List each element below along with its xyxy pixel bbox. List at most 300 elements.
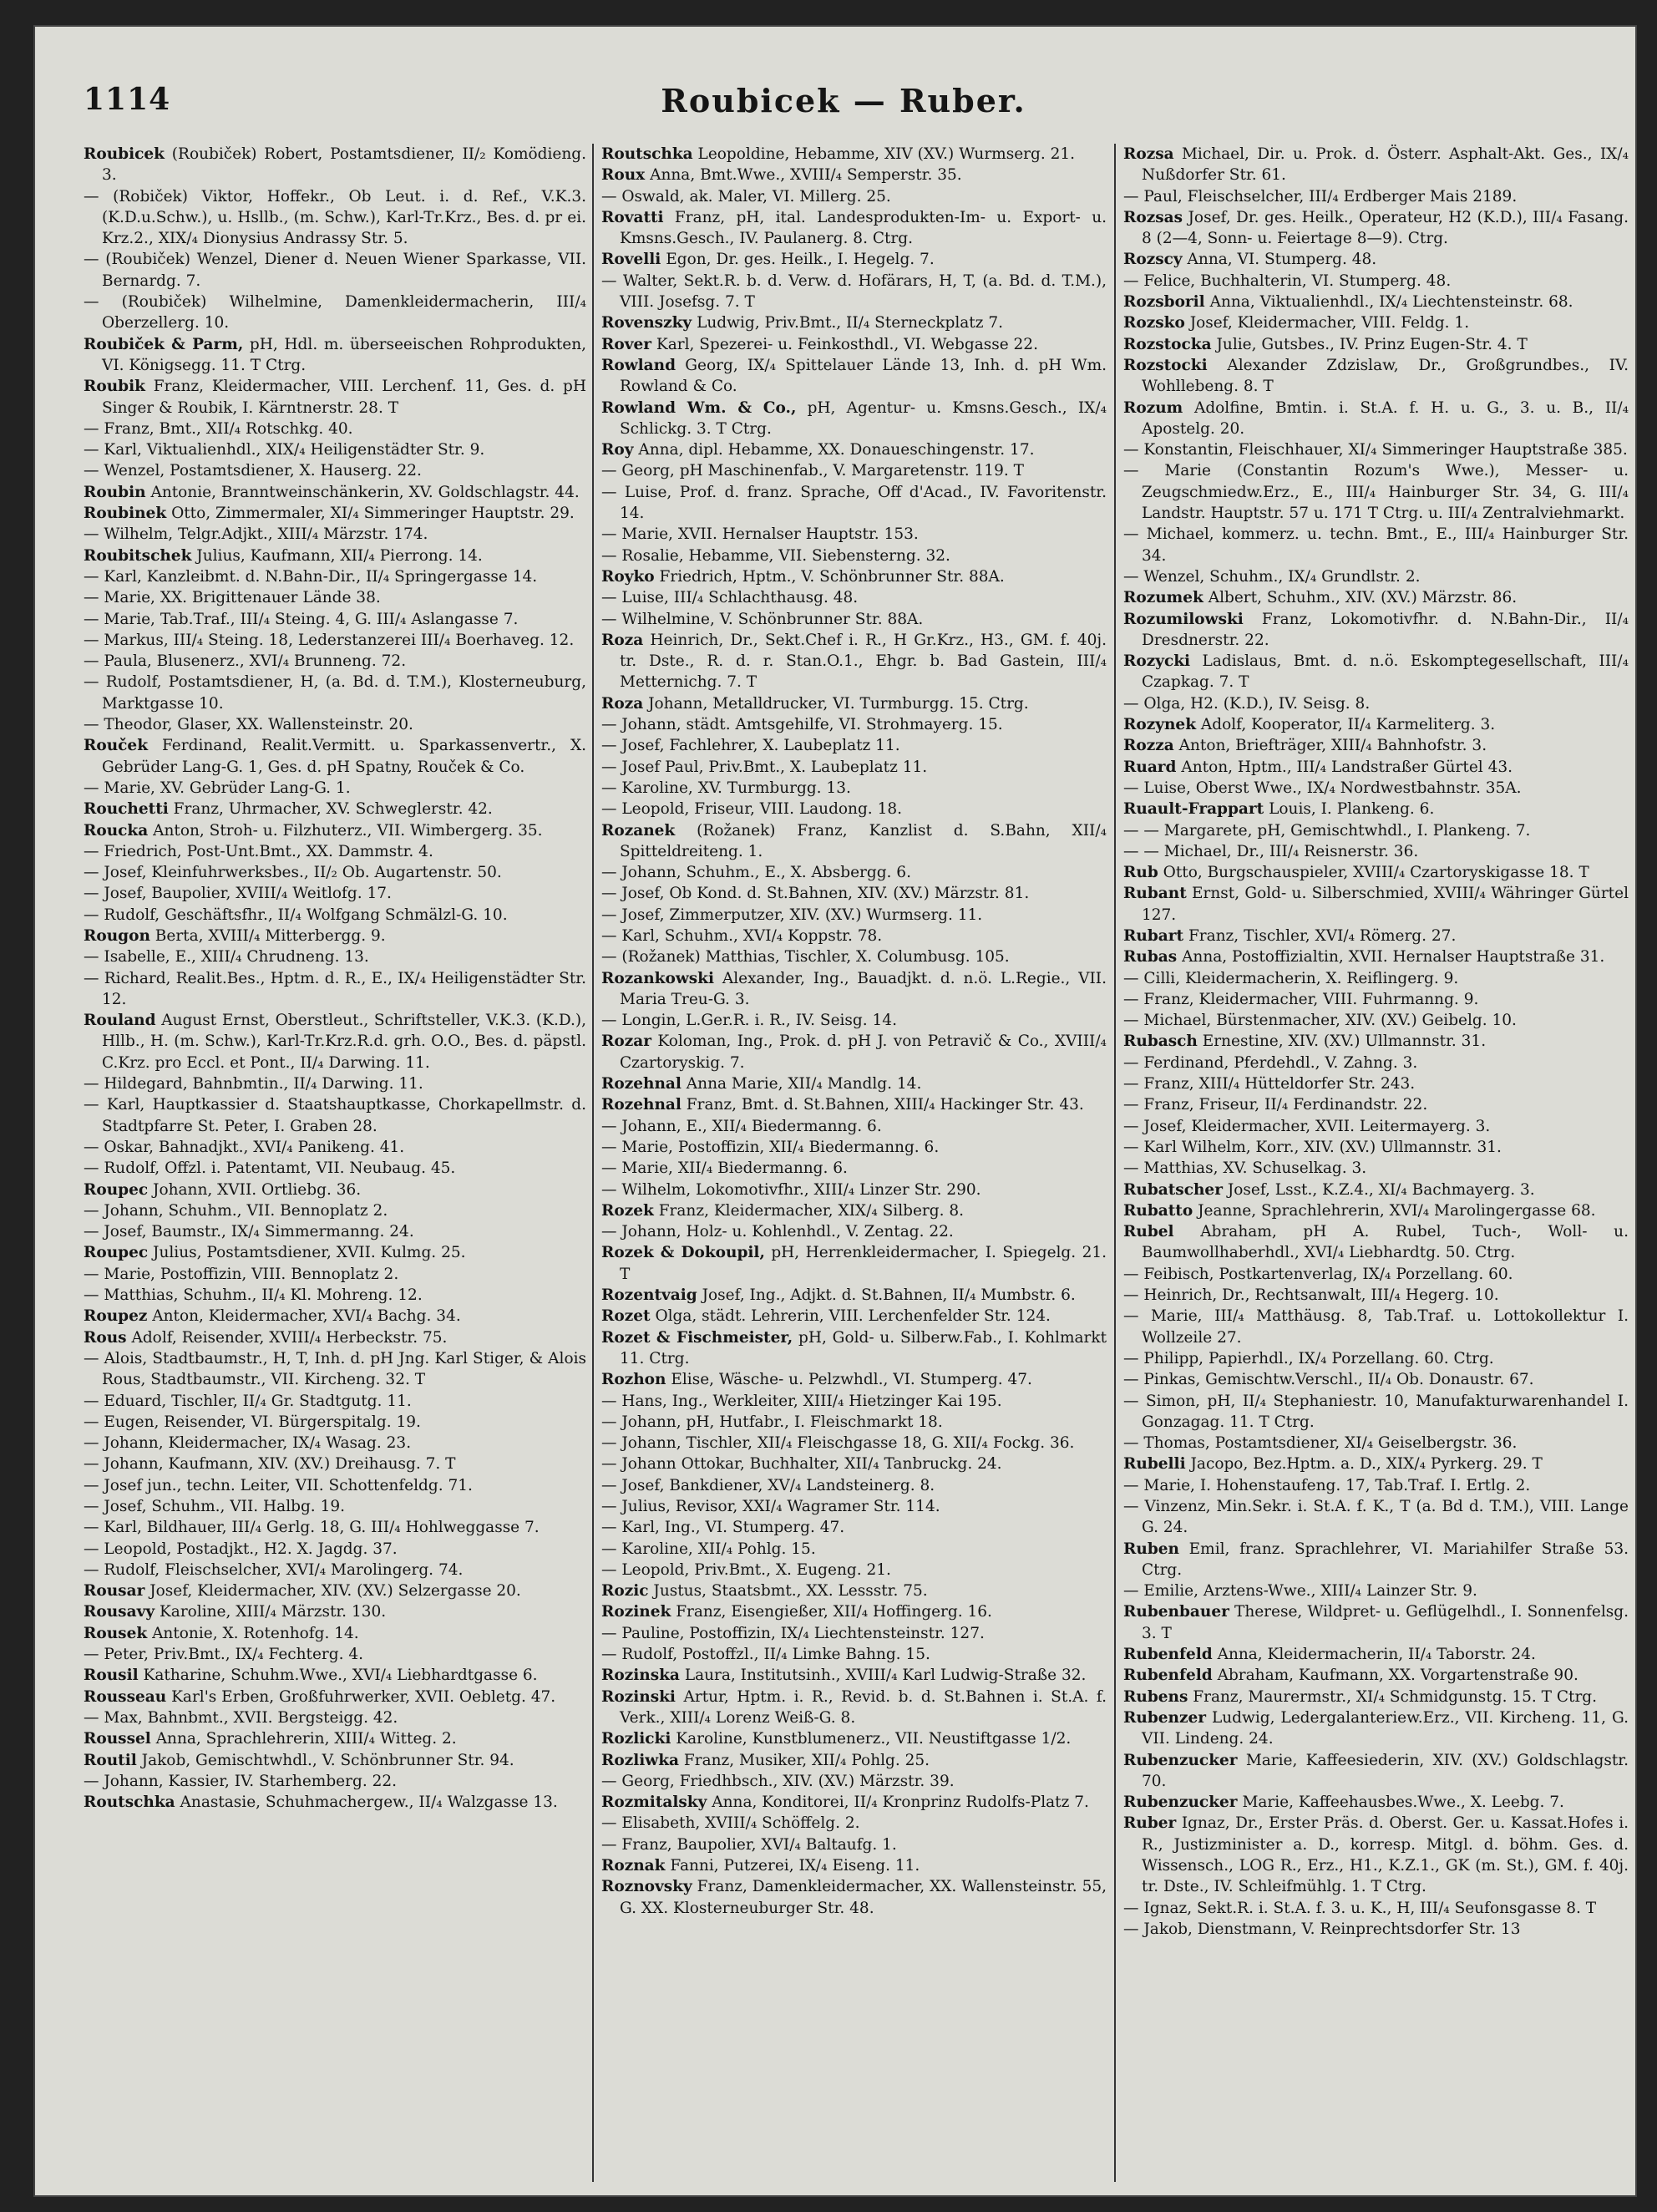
directory-entry [1123,355,1629,398]
entry-details: pH, Hutfabr., I. Fleischmarkt 18. [686,1413,943,1431]
directory-entry [84,1644,586,1665]
directory-entry [1123,1665,1629,1686]
entry-details: Anton, Stroh- u. Filzhuterz., VII. Wimbergerg. 35. [153,821,543,840]
entry-details: Matthias, Tischler, X. Columbusg. 105. [705,948,1010,966]
directory-entry [1123,186,1629,207]
entry-details: Olga, städt. Lehrerin, VIII. Lerchenfelder Str. 124. [655,1307,1051,1326]
entry-name: Rubas [1123,948,1178,966]
entry-details: Johann, XVII. Ortliebg. 36. [153,1180,362,1199]
entry-details: Baupolier, XVIII/₄ Weitlofg. 17. [151,885,392,903]
entry-details: Therese, Wildpret- u. Geflügelhdl., I. Sonnenfelsg. 3. T [1142,1603,1629,1642]
entry-details: Fleischselcher, III/₄ Erdberger Mais 2189. [1187,187,1518,205]
directory-entry [601,207,1107,250]
entry-details: Jacopo, Bez.Hptm. a. D., XIX/₄ Pyrkerg. 29. T [1190,1455,1543,1474]
directory-entry [601,1665,1107,1686]
entry-details: Franz, Uhrmacher, XV. Schweglerstr. 42. [173,800,493,819]
entry-details: XV. Schuselkag. 3. [1223,1159,1367,1178]
directory-entry [84,1073,586,1094]
directory-entry [84,1771,586,1792]
directory-entry [601,1475,1107,1496]
directory-entry [84,630,586,651]
entry-details: Viktor, Hoffekr., Ob Leut. i. d. Ref., V.K.3. (K.D.u.Schw.), u. Hsllb., (m. Schw.), Karl-Tr.Krz., Bes. d. pr ei. Krz.2., XIX/₄ Dionysius Andrassy Str. 5. [102,187,586,248]
entry-details: Tab.Traf., III/₄ Steing. 4, G. III/₄ Aslangasse 7. [160,610,519,628]
entry-details: Ing., Werkleiter, XIII/₄ Hietzinger Kai 195. [671,1392,1002,1410]
entry-name: — Karl, [601,926,660,945]
entry-details: Ernestine, XIV. (XV.) Ullmannstr. 31. [1202,1032,1487,1051]
entry-name: Rubenzucker [1123,1751,1238,1769]
directory-entry [601,1242,1107,1285]
entry-details: Kleidermacher, VIII. Fuhrmanng. 9. [1198,990,1479,1008]
entry-name: Rozehnal [601,1075,682,1093]
column-middle [601,144,1107,2182]
entry-name: — Heinrich, [1123,1286,1218,1305]
directory-entry [84,376,586,419]
entry-details: Kleinfuhrwerksbes., II/₂ Ob. Augartenstr. 50. [151,864,502,882]
entry-details: Anna, Viktualienhdl., IX/₄ Liechtensteinstr. 68. [1209,293,1573,312]
directory-entry [601,439,1107,460]
entry-details: Postoffizin, IX/₄ Liechtensteinstr. 127. [689,1624,985,1642]
entry-details: Anton, Hptm., III/₄ Landstraßer Gürtel 43. [1181,758,1513,776]
entry-details: Anna, VI. Stumperg. 48. [1187,251,1377,269]
directory-entry [1123,1073,1629,1094]
entry-name: Ruault-Frappart [1123,800,1264,819]
entry-details: Josef, Kleidermacher, XIV. (XV.) Selzergasse 20. [149,1582,521,1601]
entry-details: Kanzleibmt. d. N.Bahn-Dir., II/₄ Springergasse 14. [146,567,538,586]
entry-details: Dienstmann, V. Reinprechtsdorfer Str. 13 [1197,1920,1521,1938]
directory-entry [84,334,586,377]
entry-name: — Wenzel, [1123,567,1205,586]
entry-name: — Michael, [1123,525,1214,544]
page-header [84,82,1604,132]
entry-name: — Rudolf, [601,1646,678,1664]
entry-name: Rubel [1123,1223,1174,1241]
entry-details: Baupolier, XVI/₄ Baltaufg. 1. [676,1835,897,1854]
entry-name: — Isabelle, [84,948,170,966]
entry-details: pH, II/₄ Stephaniestr. 10, Manufakturwarenhandel I. Gonzagag. 11. T Ctrg. [1142,1392,1629,1431]
entry-details: Stadtbaumstr., H, T, Inh. d. pH Jng. Karl Stiger, & Alois Rous, Stadtbaumstr., VII. Kircheng. 32. T [102,1349,586,1389]
entry-details: Kassier, IV. Starhemberg. 22. [168,1772,398,1790]
entry-name: — Karl, [84,567,142,586]
directory-entry [84,1560,586,1580]
entry-details: Justus, Staatsbmt., XX. Lessstr. 75. [653,1582,928,1601]
entry-name: Roznak [601,1857,666,1875]
entry-details: Franz, Musiker, XII/₄ Pohlg. 25. [683,1751,930,1769]
entry-name: — Rudolf, [84,1159,160,1178]
entry-details: Postoffizin, XII/₄ Biedermanng. 6. [677,1138,940,1156]
directory-entry [601,1137,1107,1158]
entry-details: III/₄ Matthäusg. 8, Tab.Traf. u. Lottokollektur I. Wollzeile 27. [1142,1307,1629,1347]
entry-details: Kaufmann, XIV. (XV.) Dreihausg. 7. T [168,1455,456,1474]
entry-details: Josef, Kleidermacher, VIII. Feldg. 1. [1189,314,1470,332]
entry-name: — Feibisch, [1123,1265,1214,1283]
entry-name: — Johann, [84,1201,164,1220]
entry-details: Laura, Institutsinh., XVIII/₄ Karl Ludwig-Straße 32. [684,1667,1087,1685]
entry-details: Franz, Tischler, XVI/₄ Römerg. 27. [1188,926,1457,945]
directory-entry [1123,1391,1629,1433]
entry-name: Rubenbauer [1123,1603,1229,1621]
entry-name: — Longin, [601,1012,682,1030]
entry-name: — Josef, [84,1498,147,1515]
directory-entry [1123,1285,1629,1306]
entry-details: Franz, Kleidermacher, XIX/₄ Silberg. 8. [658,1201,965,1220]
column-divider [1114,144,1116,2182]
entry-name: — Karoline, [601,1540,693,1558]
entry-name: — Pauline, [601,1624,685,1642]
directory-entry [84,1221,586,1242]
entry-details: (Rožanek) Franz, Kanzlist d. S.Bahn, XII/₄ Spitteldreiteng. 1. [620,821,1107,860]
entry-name: — Luise, [1123,779,1191,797]
entry-details: V. Schönbrunner Str. 88A. [719,610,924,628]
directory-entry [601,693,1107,714]
directory-entry [84,566,586,587]
directory-entry [84,905,586,926]
directory-entry [84,1327,586,1348]
entry-details: Reisender, VI. Bürgerspitalg. 19. [164,1413,421,1431]
entry-name: — Johann, [601,1223,682,1241]
directory-entry [1123,1644,1629,1665]
directory-entry [84,1348,586,1391]
entry-name: Routschka [601,145,693,163]
entry-name: Rovatti [601,208,664,226]
entry-name: Rozsas [1123,208,1183,226]
directory-entry [601,312,1107,333]
entry-details: Offzl. i. Patentamt, VII. Neubaug. 45. [165,1159,456,1178]
entry-name: — Wilhelmine, [601,610,715,628]
directory-entry [1123,1158,1629,1179]
directory-entry [1123,144,1629,186]
entry-name: — Pinkas, [1123,1371,1201,1389]
directory-entry [84,1306,586,1327]
entry-details: Dr., Rechtsanwalt, III/₄ Hegerg. 10. [1222,1286,1499,1305]
entry-details: Anton, Kleidermacher, XVI/₄ Bachg. 34. [152,1307,461,1326]
directory-entry [1123,1010,1629,1031]
directory-entry [1123,1601,1629,1644]
entry-details: Ing., VI. Stumperg. 47. [664,1519,845,1537]
entry-name: Roubinek [84,505,167,523]
directory-entry [1123,312,1629,333]
entry-details: Prof. d. franz. Sprache, Off d'Acad., IV. Favoritenstr. 14. [620,483,1107,523]
entry-name: — Max, [84,1708,143,1727]
entry-details: Abraham, Kaufmann, XX. Vorgartenstraße 90. [1217,1667,1578,1685]
entry-name: Rougon [84,926,150,945]
directory-entry [1123,1369,1629,1390]
entry-name: — Johann, [601,1413,682,1431]
entry-details: Schuhm., XVI/₄ Koppstr. 78. [664,926,883,945]
entry-details: Lokomotivfhr., XIII/₄ Linzer Str. 290. [696,1180,981,1199]
directory-entry [84,587,586,608]
entry-details: techn. Leiter, VII. Schottenfeldg. 71. [186,1476,473,1494]
directory-entry [1123,587,1629,608]
entry-name: — Marie, [84,1265,155,1283]
entry-details: Alexander Zdzislaw, Dr., Großgrundbes., IV. Wohllebeng. 8. T [1142,356,1629,396]
directory-entry [601,1116,1107,1137]
entry-name: — Oswald, [601,187,685,205]
entry-details: III/₄ Schlachthausg. 48. [673,589,859,607]
entry-details: Jakob, Gemischtwhdl., V. Schönbrunner Str. 94. [141,1751,514,1769]
entry-details: Tischler, XII/₄ Fleischgasse 18, G. XII/₄ Fockg. 36. [686,1434,1075,1453]
entry-name: — Josef, [84,885,147,903]
entry-details: XIII/₄ Hütteldorfer Str. 243. [1198,1075,1416,1093]
entry-name: Rubenzer [1123,1708,1207,1727]
directory-entry [84,1412,586,1433]
entry-name: Rozic [601,1582,649,1601]
entry-details: Otto, Zimmermaler, XI/₄ Simmeringer Hauptstr. 29. [171,505,575,523]
entry-details: Josef, Ing., Adjkt. d. St.Bahnen, II/₄ Mumbstr. 6. [702,1286,1076,1305]
directory-entry [601,1539,1107,1560]
entry-details: Franz, Lokomotivfhr. d. N.Bahn-Dir., II/₄ Dresdnerstr. 22. [1142,610,1629,649]
entry-details: Holz- u. Kohlenhdl., V. Zentag. 22. [686,1223,954,1241]
directory-entry [84,1539,586,1560]
entry-name: — Eugen, [84,1413,160,1431]
directory-entry [601,460,1107,481]
entry-name: — Luise, [601,483,672,501]
directory-entry [84,1285,586,1306]
directory-entry [601,1750,1107,1771]
directory-entry [84,1750,586,1771]
entry-name: Rousavy [84,1603,155,1621]
directory-entry [601,1580,1107,1601]
entry-details: Ottokar, Buchhalter, XII/₄ Tanbruckg. 24. [681,1455,1002,1474]
entry-details: Hauptkassier d. Staatshauptkasse, Chorkapellmstr. d. Stadtpfarre St. Peter, I. Graben 28. [102,1096,586,1135]
directory-entry [601,926,1107,946]
directory-entry [84,841,586,862]
directory-entry [601,968,1107,1011]
running-head: Roubicek — Ruber. [661,82,1026,119]
entry-name: — (Roubiček) [84,293,207,312]
entry-name: — Franz, [1123,1075,1194,1093]
entry-details: Franz, Eisengießer, XII/₄ Hoffingerg. 16. [676,1603,992,1621]
entry-details: XII/₄ Biedermanng. 6. [677,1159,848,1178]
directory-entry [84,926,586,946]
entry-name: — Leopold, [84,1540,172,1558]
entry-name: — Wilhelm, [601,1180,692,1199]
directory-entry [1123,757,1629,778]
entry-name: — Franz, [84,419,155,438]
entry-name: Rubelli [1123,1455,1186,1474]
directory-entry [1123,1539,1629,1581]
entry-details: Telgr.Adjkt., XIII/₄ Märzstr. 174. [178,525,428,544]
directory-entry [601,1876,1107,1919]
directory-entry [601,1010,1107,1031]
entry-details: Berta, XVIII/₄ Mitterbergg. 9. [155,926,386,945]
directory-entry [1123,271,1629,292]
directory-entry [1123,1813,1629,1897]
entry-name: — Josef, [601,1476,665,1494]
directory-entry [84,1454,586,1474]
entry-details: Postamtsdiener, XI/₄ Geiselbergstr. 36. [1214,1434,1518,1453]
directory-entry [1123,946,1629,967]
directory-entry [601,334,1107,355]
entry-name: — Johann, [601,716,682,734]
directory-entry [1123,1496,1629,1539]
directory-entry [84,1517,586,1538]
entry-details: Ignaz, Dr., Erster Präs. d. Oberst. Ger. u. Kassat.Hofes i. R., Justizminister a. D., korresp. Mitgl. d. böhm. Ges. d. Wissensch., LOG R., Erz., H1., K.Z.1., GK (m. St.), GM. f. 40j. tr. Dste., IV. Schleifmühlg. 1. T Ctrg. [1142,1814,1629,1896]
entry-name: Rozza [1123,737,1174,755]
directory-entry [1123,1475,1629,1496]
directory-entry [601,1623,1107,1644]
entry-name: — Johann, [84,1434,164,1453]
entry-details: Josef, Lsst., K.Z.4., XI/₄ Bachmayerg. 3. [1227,1180,1535,1199]
directory-entry [601,630,1107,693]
entry-details: Otto, Burgschauspieler, XVIII/₄ Czartoryskigasse 18. T [1163,864,1589,882]
entry-name: — Rudolf, [84,1560,160,1579]
entry-details: Bürstenmacher, XIV. (XV.) Geibelg. 10. [1216,1012,1517,1030]
directory-entry [84,1433,586,1454]
directory-entry [84,714,586,735]
entry-details: Dr., III/₄ Reisnerstr. 36. [1236,842,1419,860]
directory-entry [1123,524,1629,566]
entry-name: Rozankowski [601,969,715,987]
entry-details: E., XII/₄ Biedermanng. 6. [686,1117,882,1135]
entry-details: pH, Gemischtwhdl., I. Plankeng. 7. [1257,821,1531,840]
entry-name: — Johann [601,1455,676,1474]
entry-name: Rozstocka [1123,335,1212,353]
directory-entry [601,482,1107,525]
entry-details: XX. Brigittenauer Lände 38. [160,589,381,607]
entry-details: XV. Turmburgg. 13. [697,779,851,797]
entry-details: Anna, Konditorei, II/₄ Kronprinz Rudolfs-Platz 7. [712,1793,1089,1812]
entry-name: — Franz, [1123,990,1194,1008]
entry-name: Roubitschek [84,546,192,565]
directory-entry [601,587,1107,608]
entry-details: Paul, Priv.Bmt., X. Laubeplatz 11. [665,758,928,776]
entry-name: Roubin [84,483,146,501]
entry-name: Rous [84,1328,127,1347]
entry-name: — Konstantin, [1123,441,1234,459]
entry-name: Routil [84,1751,137,1769]
entry-details: Bankdiener, XV/₄ Landsteinerg. 8. [669,1476,935,1494]
entry-details: kommerz. u. techn. Bmt., E., III/₄ Hainburger Str. 34. [1142,525,1629,565]
directory-entry [84,1687,586,1707]
directory-entry [1123,714,1629,735]
directory-entry [601,1327,1107,1370]
entry-details: Kleidermacher, XVII. Leitermayerg. 3. [1191,1117,1491,1135]
entry-name: — Josef, [1123,1117,1187,1135]
entry-details: Schuhm., II/₄ Kl. Mohreng. 12. [183,1286,423,1305]
entry-details: Adolf, Reisender, XVIII/₄ Herbeckstr. 75. [131,1328,448,1347]
directory-entry [601,566,1107,587]
directory-entry [1123,1919,1629,1940]
entry-name: Roza [601,694,644,713]
directory-entry [84,144,586,186]
entry-name: — Marie, [601,1159,673,1178]
entry-name: — Marie, [1123,1307,1203,1326]
entry-name: Rozsboril [1123,293,1205,312]
entry-name: Rozinski [601,1687,676,1706]
entry-name: — Wilhelm, [84,525,174,544]
entry-name: Rubenfeld [1123,1646,1213,1664]
entry-details: Anton, Briefträger, XIII/₄ Bahnhofstr. 3. [1178,737,1487,755]
directory-entry [1123,609,1629,652]
directory-entry [84,1137,586,1158]
entry-details: XVII. Hernalser Hauptstr. 153. [677,525,919,544]
entry-details: XV. Gebrüder Lang-G. 1. [160,779,351,797]
entry-name: Rubenfeld [1123,1667,1213,1685]
entry-name: — Felice, [1123,271,1196,290]
entry-name: — (Roubiček) [84,251,190,269]
entry-details: Pferdehdl., V. Zahng. 3. [1234,1053,1418,1072]
entry-details: Anna, Bmt.Wwe., XVIII/₄ Semperstr. 35. [650,166,962,185]
entry-details: Fleischhauer, XI/₄ Simmeringer Hauptstraße 385. [1238,441,1628,459]
entry-details: Friseur, VIII. Laudong. 18. [694,800,902,819]
directory-entry [84,1180,586,1200]
entry-name: — Leopold, [601,800,690,819]
entry-name: Roux [601,166,646,185]
entry-details: Arztens-Wwe., XIII/₄ Lainzer Str. 9. [1203,1582,1477,1601]
entry-details: Postadjkt., H2. X. Jagdg. 37. [176,1540,398,1558]
entry-name: Rousseau [84,1687,167,1706]
entry-name: — Hans, [601,1392,667,1410]
directory-entry [601,186,1107,207]
entry-details: Antonie, Branntweinschänkerin, XV. Goldschlagstr. 44. [150,483,580,501]
directory-entry [84,1665,586,1686]
entry-name: — Rudolf, [84,673,162,692]
entry-details: (Constantin Rozum's Wwe.), Messer- u. Zeugschmiedw.Erz., E., III/₄ Hainburger Str. 34, G. III/₄ Landstr. Hauptstr. 57 u. 171 T Ctrg. u. III/₄ Zentralviehmarkt. [1142,462,1629,523]
directory-entry [1123,1031,1629,1052]
directory-entry [601,609,1107,630]
entry-details: Egon, Dr. ges. Heilk., I. Hegelg. 7. [666,251,935,269]
directory-entry [84,651,586,672]
entry-name: Rozumilowski [1123,610,1244,628]
entry-details: Fachlehrer, X. Laubeplatz 11. [669,737,900,755]
directory-entry [601,144,1107,165]
entry-name: — Karl, [84,1519,142,1537]
directory-entry [601,165,1107,185]
directory-entry [601,1391,1107,1412]
entry-name: — Franz, [1123,1096,1194,1114]
entry-details: Schuhm., VII. Halbg. 19. [151,1498,345,1515]
entry-name: — (Rožanek) [601,948,701,966]
directory-entry [601,905,1107,926]
entry-name: — Marie, [601,1138,673,1156]
entry-details: E., XIII/₄ Chrudneng. 13. [175,948,369,966]
directory-entry [84,672,586,714]
entry-name: — Alois, [84,1349,148,1367]
directory-entry [601,1560,1107,1580]
entry-name: Rozar [601,1032,651,1051]
directory-entry [601,1369,1107,1390]
directory-entry [601,735,1107,756]
directory-entry [84,1264,586,1285]
directory-entry [1123,926,1629,946]
entry-name: Roucka [84,821,149,840]
directory-entry [1123,249,1629,270]
entry-details: Karl, Spezerei- u. Feinkosthdl., VI. Webgasse 22. [656,335,1038,353]
entry-details: Schuhm., IX/₄ Grundlstr. 2. [1209,567,1421,586]
entry-name: — Josef, [601,906,665,924]
entry-details: August Ernst, Oberstleut., Schriftsteller, V.K.3. (K.D.), Hllb., H. (m. Schw.), Karl-Tr.Krz.R.d. grh. O.O., Bes. d. päpstl. C.Krz. pro Eccl. et Pont., II/₄ Darwing. 11. [102,1012,586,1072]
directory-entry [1123,862,1629,883]
directory-entry [84,249,586,292]
entry-details: Viktualienhdl., XIX/₄ Heiligenstädter Str. 9. [146,441,485,459]
directory-entry [84,799,586,819]
entry-details: Marie, Kaffeesiederin, XIV. (XV.) Goldschlagstr. 70. [1142,1751,1629,1790]
entry-details: Realit.Bes., Hptm. d. R., E., IX/₄ Heiligenstädter Str. 12. [102,969,586,1008]
entry-name: Roupec [84,1180,149,1199]
directory-entry [84,946,586,967]
directory-entry [601,355,1107,398]
directory-entry [1123,1200,1629,1221]
entry-details: Priv.Bmt., IX/₄ Fechterg. 4. [153,1646,364,1664]
entry-details: Bildhauer, III/₄ Gerlg. 18, G. III/₄ Hohlweggasse 7. [146,1519,540,1537]
directory-entry [601,1158,1107,1179]
directory-entry [1123,1137,1629,1158]
entry-name: Rozsa [1123,145,1174,163]
entry-name: — Rudolf, [84,906,160,924]
entry-details: Postamtsdiener, X. Hauserg. 22. [170,462,422,480]
entry-name: — Julius, [601,1498,671,1515]
entry-name: — Friedrich, [84,842,182,860]
